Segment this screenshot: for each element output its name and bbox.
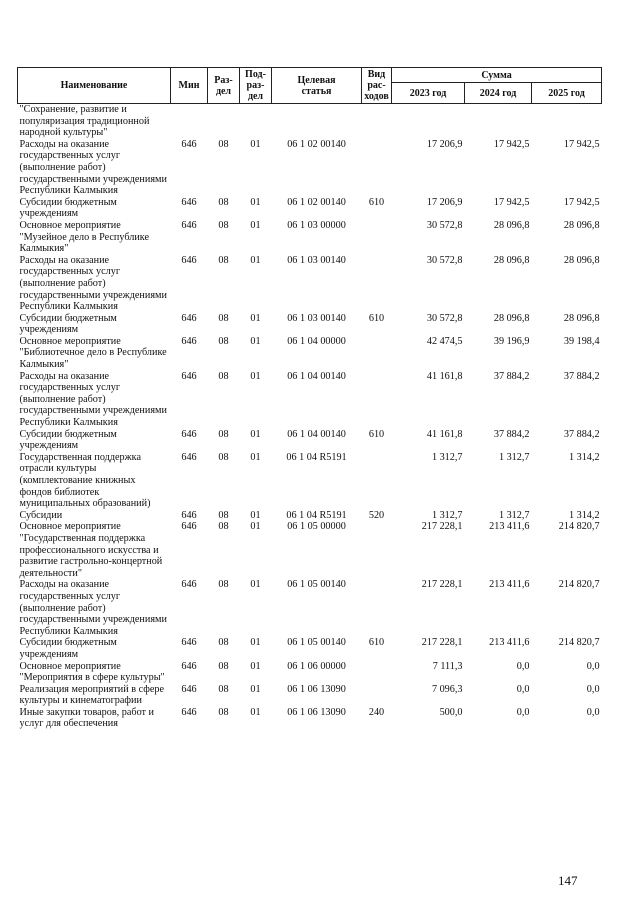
row-sum-2025: 214 820,7 (558, 579, 600, 591)
row-sum-2024: 17 942,5 (493, 138, 530, 150)
row-vid (362, 255, 392, 313)
row-razdel: 08 (218, 428, 229, 440)
row-sum-2023: 17 206,9 (426, 138, 463, 150)
row-min: 646 (181, 196, 197, 208)
row-podrazdel (240, 104, 272, 139)
row-min: 646 (181, 509, 197, 521)
row-target: 06 1 03 00140 (287, 312, 346, 324)
row-sum-2024: 1 312,7 (498, 509, 530, 521)
row-name: Субсидии бюджетным учреждениям (19, 312, 117, 336)
row-sum-2023: 1 312,7 (431, 451, 463, 463)
row-name: Субсидии бюджетным учреждениям (19, 637, 117, 660)
row-min: 646 (181, 138, 197, 150)
row-sum-2024: 0,0 (516, 660, 530, 672)
row-vid: 240 (368, 706, 385, 718)
table-row (18, 429, 602, 452)
row-sum-2023: 217 228,1 (421, 579, 463, 591)
table-row (18, 371, 602, 429)
table-row (18, 139, 602, 197)
header-podrazdel: Под- раз- дел (240, 68, 272, 104)
row-razdel: 08 (218, 706, 229, 718)
row-razdel: 08 (218, 138, 229, 150)
row-name: Расходы на оказание государственных услуг (выполнение работ) государственными учреждениями Республики Калмыкия (19, 370, 167, 429)
row-vid (362, 521, 392, 579)
row-sum-2025: 17 942,5 (563, 196, 600, 208)
row-razdel: 08 (218, 579, 229, 591)
row-name: "Сохранение, развитие и популяризация традиционной народной культуры" (19, 104, 150, 139)
row-min: 646 (181, 683, 197, 695)
row-vid (362, 336, 392, 371)
row-sum-2023: 17 206,9 (426, 196, 463, 208)
row-name: Государственная поддержка отрасли культуры (комплектование книжных фондов библиотек муниципальных образований) (19, 451, 151, 510)
row-sum-2023: 217 228,1 (421, 521, 463, 533)
row-sum-2023: 217 228,1 (421, 637, 463, 649)
row-sum-2025: 17 942,5 (563, 138, 600, 150)
header-year-2024: 2024 год (465, 83, 532, 104)
row-min: 646 (181, 428, 197, 440)
row-podrazdel: 01 (250, 219, 261, 231)
row-name: Субсидии (19, 509, 63, 521)
row-sum-2024: 213 411,6 (489, 579, 530, 591)
row-razdel: 08 (218, 370, 229, 382)
row-target: 06 1 04 00140 (287, 428, 346, 440)
row-razdel: 08 (218, 335, 229, 347)
row-podrazdel: 01 (250, 196, 261, 208)
row-min: 646 (181, 660, 197, 672)
row-name: Иные закупки товаров, работ и услуг для обеспечения (19, 706, 154, 730)
row-target: 06 1 02 00140 (287, 196, 346, 208)
row-razdel: 08 (218, 312, 229, 324)
table-row (18, 336, 602, 371)
table-row (18, 452, 602, 510)
row-podrazdel: 01 (250, 683, 261, 695)
table-row (18, 684, 602, 707)
row-name: Основное мероприятие "Государственная поддержка профессионального искусства и развитие гастрольно-концертной деятельности" (19, 521, 163, 579)
row-podrazdel: 01 (250, 660, 261, 672)
row-sum-2023: 30 572,8 (426, 219, 463, 231)
row-min: 646 (181, 706, 197, 718)
row-min: 646 (181, 254, 197, 266)
table-row (18, 510, 602, 522)
row-name: Основное мероприятие "Музейное дело в Республике Калмыкия" (19, 219, 150, 255)
row-razdel: 08 (218, 219, 229, 231)
row-sum-2025: 1 314,2 (568, 451, 600, 463)
row-target: 06 1 02 00140 (287, 138, 346, 150)
row-name: Основное мероприятие "Мероприятия в сфере культуры" (19, 660, 165, 684)
row-target: 06 1 05 00140 (287, 637, 346, 649)
header-name: Наименование (18, 68, 171, 104)
table-row (18, 661, 602, 684)
row-vid (362, 104, 392, 139)
row-min: 646 (181, 312, 197, 324)
table-row (18, 255, 602, 313)
row-target: 06 1 04 00140 (287, 370, 346, 382)
row-name: Реализация мероприятий в сфере культуры и кинематографии (19, 683, 164, 707)
row-sum-2025: 28 096,8 (563, 219, 600, 231)
row-sum-2025: 0,0 (586, 706, 600, 718)
row-min: 646 (181, 219, 197, 231)
row-razdel: 08 (218, 254, 229, 266)
row-podrazdel: 01 (250, 254, 261, 266)
row-sum-2024: 0,0 (516, 706, 530, 718)
row-min: 646 (181, 370, 197, 382)
row-target: 06 1 03 00140 (287, 254, 346, 266)
row-podrazdel: 01 (250, 706, 261, 718)
row-sum-2024: 37 884,2 (493, 428, 530, 440)
row-razdel (208, 104, 240, 139)
row-name: Расходы на оказание государственных услуг (выполнение работ) государственными учреждениями Республики Калмыкия (19, 579, 167, 637)
row-sum-2025: 214 820,7 (558, 521, 600, 533)
row-razdel: 08 (218, 683, 229, 695)
row-sum-2025: 1 314,2 (568, 509, 600, 521)
row-sum-2024: 28 096,8 (493, 312, 530, 324)
row-razdel: 08 (218, 660, 229, 672)
row-target (272, 104, 362, 139)
row-sum-2025: 39 198,4 (563, 335, 600, 347)
budget-table (17, 67, 602, 730)
page-number: 147 (558, 873, 578, 888)
table-row (18, 220, 602, 255)
row-target: 06 1 06 13090 (287, 706, 346, 718)
table-row (18, 521, 602, 579)
row-sum-2024: 17 942,5 (493, 196, 530, 208)
row-sum-2025: 28 096,8 (563, 312, 600, 324)
row-sum-2025: 28 096,8 (563, 254, 600, 266)
header-min: Мин (171, 68, 208, 104)
row-target: 06 1 04 R5191 (286, 451, 347, 463)
row-name: Расходы на оказание государственных услуг (выполнение работ) государственными учреждениями Республики Калмыкия (19, 254, 167, 313)
row-sum-2024: 37 884,2 (493, 370, 530, 382)
row-vid (362, 661, 392, 684)
table-body (18, 104, 602, 731)
row-name: Расходы на оказание государственных услуг (выполнение работ) государственными учреждениями Республики Калмыкия (19, 138, 167, 197)
table-header (18, 68, 602, 104)
row-vid: 610 (368, 428, 385, 440)
row-podrazdel: 01 (250, 521, 261, 533)
row-vid (362, 220, 392, 255)
row-sum-2023 (392, 104, 465, 139)
row-sum-2023: 42 474,5 (426, 335, 463, 347)
row-sum-2025 (532, 104, 602, 139)
row-name: Субсидии бюджетным учреждениям (19, 428, 117, 452)
row-sum-2024: 213 411,6 (489, 637, 530, 649)
row-sum-2025: 37 884,2 (563, 428, 600, 440)
row-target: 06 1 04 00000 (287, 335, 346, 347)
row-sum-2023: 30 572,8 (426, 254, 463, 266)
header-year-2025: 2025 год (532, 83, 602, 104)
row-name: Основное мероприятие "Библиотечное дело в Республике Калмыкия" (19, 335, 167, 371)
row-podrazdel: 01 (250, 428, 261, 440)
row-sum-2024: 0,0 (516, 683, 530, 695)
row-vid (362, 452, 392, 510)
header-razdel: Раз- дел (208, 68, 240, 104)
row-name: Субсидии бюджетным учреждениям (19, 196, 117, 220)
row-vid (362, 371, 392, 429)
row-sum-2024: 39 196,9 (493, 335, 530, 347)
row-min: 646 (181, 579, 197, 591)
table-row (18, 313, 602, 336)
row-sum-2024: 213 411,6 (489, 521, 530, 533)
row-target: 06 1 03 00000 (287, 219, 346, 231)
header-target: Целевая статья (272, 68, 362, 104)
row-podrazdel: 01 (250, 637, 261, 649)
row-vid: 610 (368, 196, 385, 208)
row-sum-2023: 7 111,3 (432, 660, 463, 672)
row-razdel: 08 (218, 509, 229, 521)
row-target: 06 1 05 00140 (287, 579, 346, 591)
row-sum-2024: 28 096,8 (493, 254, 530, 266)
table-row (18, 197, 602, 220)
row-sum-2023: 30 572,8 (426, 312, 463, 324)
table-row (18, 579, 602, 637)
row-min: 646 (181, 335, 197, 347)
row-vid (362, 684, 392, 707)
row-podrazdel: 01 (250, 312, 261, 324)
header-year-2023: 2023 год (392, 83, 465, 104)
row-vid: 610 (368, 312, 385, 324)
row-sum-2024: 28 096,8 (493, 219, 530, 231)
row-razdel: 08 (218, 637, 229, 649)
row-target: 06 1 04 R5191 (286, 509, 347, 521)
row-sum-2023: 500,0 (439, 706, 463, 718)
table-row (18, 637, 602, 660)
row-vid (362, 139, 392, 197)
row-min: 646 (181, 451, 197, 463)
row-podrazdel: 01 (250, 138, 261, 150)
row-sum-2023: 41 161,8 (426, 370, 463, 382)
row-sum-2025: 0,0 (586, 683, 600, 695)
row-vid: 520 (368, 509, 385, 521)
row-razdel: 08 (218, 521, 229, 533)
row-sum-2025: 0,0 (586, 660, 600, 672)
row-min: 646 (181, 521, 197, 533)
row-podrazdel: 01 (250, 451, 261, 463)
row-podrazdel: 01 (250, 579, 261, 591)
row-target: 06 1 05 00000 (287, 521, 346, 533)
row-podrazdel: 01 (250, 335, 261, 347)
row-min: 646 (181, 637, 197, 649)
row-razdel: 08 (218, 451, 229, 463)
row-sum-2024 (465, 104, 532, 139)
row-sum-2023: 41 161,8 (426, 428, 463, 440)
row-vid (362, 579, 392, 637)
row-target: 06 1 06 13090 (287, 683, 346, 695)
row-sum-2023: 1 312,7 (431, 509, 463, 521)
row-target: 06 1 06 00000 (287, 660, 346, 672)
row-sum-2024: 1 312,7 (498, 451, 530, 463)
table-row (18, 707, 602, 730)
row-sum-2025: 214 820,7 (558, 637, 600, 649)
header-vid: Вид рас- ходов (362, 68, 392, 104)
row-podrazdel: 01 (250, 370, 261, 382)
row-sum-2023: 7 096,3 (431, 683, 463, 695)
table-row (18, 104, 602, 139)
header-sum: Сумма (392, 68, 602, 83)
row-min (171, 104, 208, 139)
row-podrazdel: 01 (250, 509, 261, 521)
row-sum-2025: 37 884,2 (563, 370, 600, 382)
row-razdel: 08 (218, 196, 229, 208)
row-vid: 610 (368, 637, 385, 649)
